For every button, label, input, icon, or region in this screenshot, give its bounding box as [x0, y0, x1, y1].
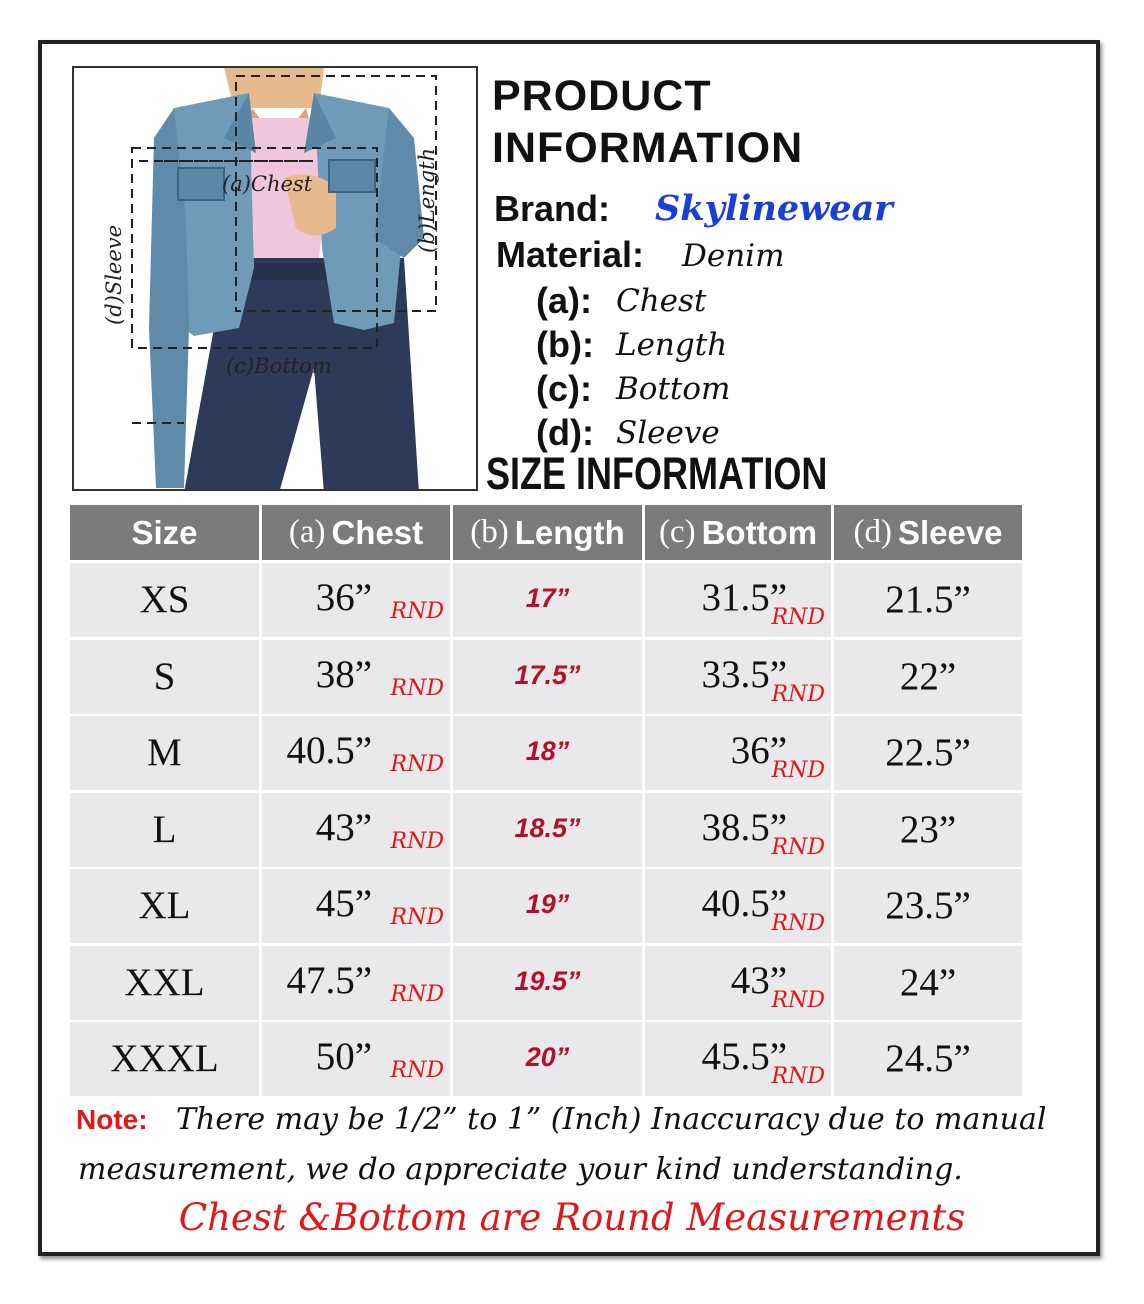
legend-name-a: Chest [616, 283, 707, 319]
length-label: (b)Length [415, 147, 439, 253]
legend-key-a: (a): [536, 280, 592, 321]
header-size [70, 505, 259, 560]
sleeve-value: 22” [899, 654, 957, 698]
legend-key-c: (c): [536, 368, 592, 409]
bottom-value: 43” [730, 958, 787, 1002]
material-label: Material: [496, 234, 645, 275]
header-bottom-prefix: (c) [658, 514, 696, 550]
table-cell-size [70, 640, 259, 714]
table-cell-sleeve [834, 793, 1022, 867]
table-cell-length [453, 946, 642, 1020]
length-value: 17.5” [514, 659, 581, 690]
legend-key-d: (d): [536, 412, 594, 453]
legend-name-d: Sleeve [616, 415, 720, 451]
rnd-tag: RND [390, 599, 444, 624]
table-cell-chest [262, 716, 450, 790]
size-value: M [147, 731, 182, 774]
table-cell-sleeve [834, 716, 1022, 790]
chest-value: 38” [315, 652, 372, 696]
sleeve-value: 23.5” [885, 884, 971, 927]
rnd-tag: RND [771, 834, 825, 860]
brand-label: Brand: [494, 188, 610, 229]
bottom-value: 31.5” [701, 576, 787, 619]
rnd-tag: RND [771, 911, 825, 936]
table-cell-chest [262, 640, 450, 714]
size-value: S [153, 654, 176, 698]
product-info-title-line2: INFORMATION [492, 124, 804, 172]
chest-value: 36” [315, 576, 372, 619]
table-cell-sleeve [834, 946, 1022, 1020]
header-length-label: Length [514, 513, 625, 551]
rnd-tag: RND [390, 675, 444, 701]
sleeve-value: 22.5” [885, 731, 971, 774]
size-value: XS [139, 578, 190, 621]
table-cell-chest [262, 946, 450, 1020]
bottom-value: 38.5” [701, 805, 787, 849]
table-cell-bottom [645, 640, 831, 714]
size-info-title: SIZE INFORMATION [486, 448, 828, 499]
header-bottom [645, 505, 831, 560]
header-size-label: Size [131, 513, 198, 551]
length-value: 18.5” [514, 812, 581, 843]
size-value: XXXL [110, 1037, 219, 1080]
rnd-tag: RND [390, 752, 444, 777]
note-line2: measurement, we do appreciate your kind understanding. [78, 1152, 963, 1187]
table-cell-length [453, 716, 642, 790]
table-cell-chest [262, 793, 450, 867]
rnd-tag: RND [390, 981, 444, 1007]
sleeve-value: 24” [899, 960, 957, 1004]
bottom-label: (c)Bottom [226, 354, 332, 378]
rnd-tag: RND [771, 987, 825, 1013]
table-cell-length [453, 1022, 642, 1096]
length-value: 17” [525, 583, 570, 613]
sleeve-value: 23” [899, 807, 957, 851]
table-cell-length [453, 869, 642, 943]
jacket-drawing [74, 68, 478, 491]
table-cell-bottom [645, 793, 831, 867]
length-value: 19” [525, 889, 570, 919]
header-length-prefix: (b) [470, 514, 509, 550]
size-value: L [152, 807, 177, 851]
table-cell-sleeve [834, 640, 1022, 714]
rnd-tag: RND [390, 828, 444, 854]
product-info-title [492, 70, 803, 174]
table-cell-sleeve [834, 869, 1022, 943]
table-cell-bottom [645, 563, 831, 637]
header-bottom-label: Bottom [701, 513, 818, 551]
rnd-tag: RND [771, 758, 825, 783]
chest-value: 50” [315, 1035, 372, 1078]
bottom-value: 40.5” [701, 882, 787, 925]
size-value: XXL [124, 960, 205, 1004]
brand-value: Skylinewear [655, 188, 893, 229]
size-value: XL [138, 884, 191, 927]
legend-name-b: Length [616, 327, 728, 363]
table-cell-sleeve [834, 1022, 1022, 1096]
table-cell-size [70, 563, 259, 637]
header-sleeve [834, 505, 1022, 560]
table-cell-bottom [645, 1022, 831, 1096]
table-cell-chest [262, 869, 450, 943]
note-label: Note: [76, 1104, 148, 1135]
rnd-tag: RND [390, 905, 444, 930]
rnd-tag: RND [771, 605, 825, 630]
header-chest-label: Chest [331, 513, 424, 551]
table-cell-size [70, 946, 259, 1020]
table-cell-size [70, 1022, 259, 1096]
header-length [453, 505, 642, 560]
header-chest-prefix: (a) [288, 514, 326, 550]
bottom-value: 45.5” [701, 1035, 787, 1078]
sleeve-value: 21.5” [885, 578, 971, 621]
table-cell-chest [262, 563, 450, 637]
legend-name-c: Bottom [616, 371, 731, 407]
chest-value: 40.5” [286, 729, 372, 772]
rnd-tag: RND [771, 681, 825, 707]
sleeve-label: (d)Sleeve [102, 224, 126, 325]
bottom-value: 36” [730, 729, 787, 772]
length-value: 18” [525, 736, 570, 766]
rnd-tag: RND [771, 1064, 825, 1089]
table-cell-bottom [645, 869, 831, 943]
table-cell-length [453, 640, 642, 714]
table-cell-length [453, 563, 642, 637]
table-cell-bottom [645, 716, 831, 790]
rnd-tag: RND [390, 1058, 444, 1083]
header-sleeve-prefix: (d) [853, 514, 892, 550]
table-cell-bottom [645, 946, 831, 1020]
table-cell-size [70, 869, 259, 943]
round-measurements-note: Chest &Bottom are Round Measurements [178, 1196, 966, 1239]
material-value: Denim [682, 238, 785, 274]
chest-value: 43” [315, 805, 372, 849]
length-value: 20” [525, 1042, 570, 1072]
table-cell-sleeve [834, 563, 1022, 637]
length-value: 19.5” [514, 965, 581, 996]
chest-value: 47.5” [286, 958, 372, 1002]
note-line1: There may be 1/2” to 1” (Inch) Inaccuracy due to manual [176, 1102, 1047, 1137]
table-cell-chest [262, 1022, 450, 1096]
table-cell-size [70, 793, 259, 867]
chest-label: (a)Chest [222, 172, 313, 196]
legend-key-b: (b): [536, 324, 594, 365]
product-info-title-line1: PRODUCT [492, 72, 712, 120]
chest-value: 45” [315, 882, 372, 925]
header-chest [262, 505, 450, 560]
jacket-illustration [72, 66, 478, 491]
bottom-value: 33.5” [701, 652, 787, 696]
table-cell-size [70, 716, 259, 790]
table-cell-length [453, 793, 642, 867]
sleeve-value: 24.5” [885, 1037, 971, 1080]
header-sleeve-label: Sleeve [897, 513, 1003, 551]
